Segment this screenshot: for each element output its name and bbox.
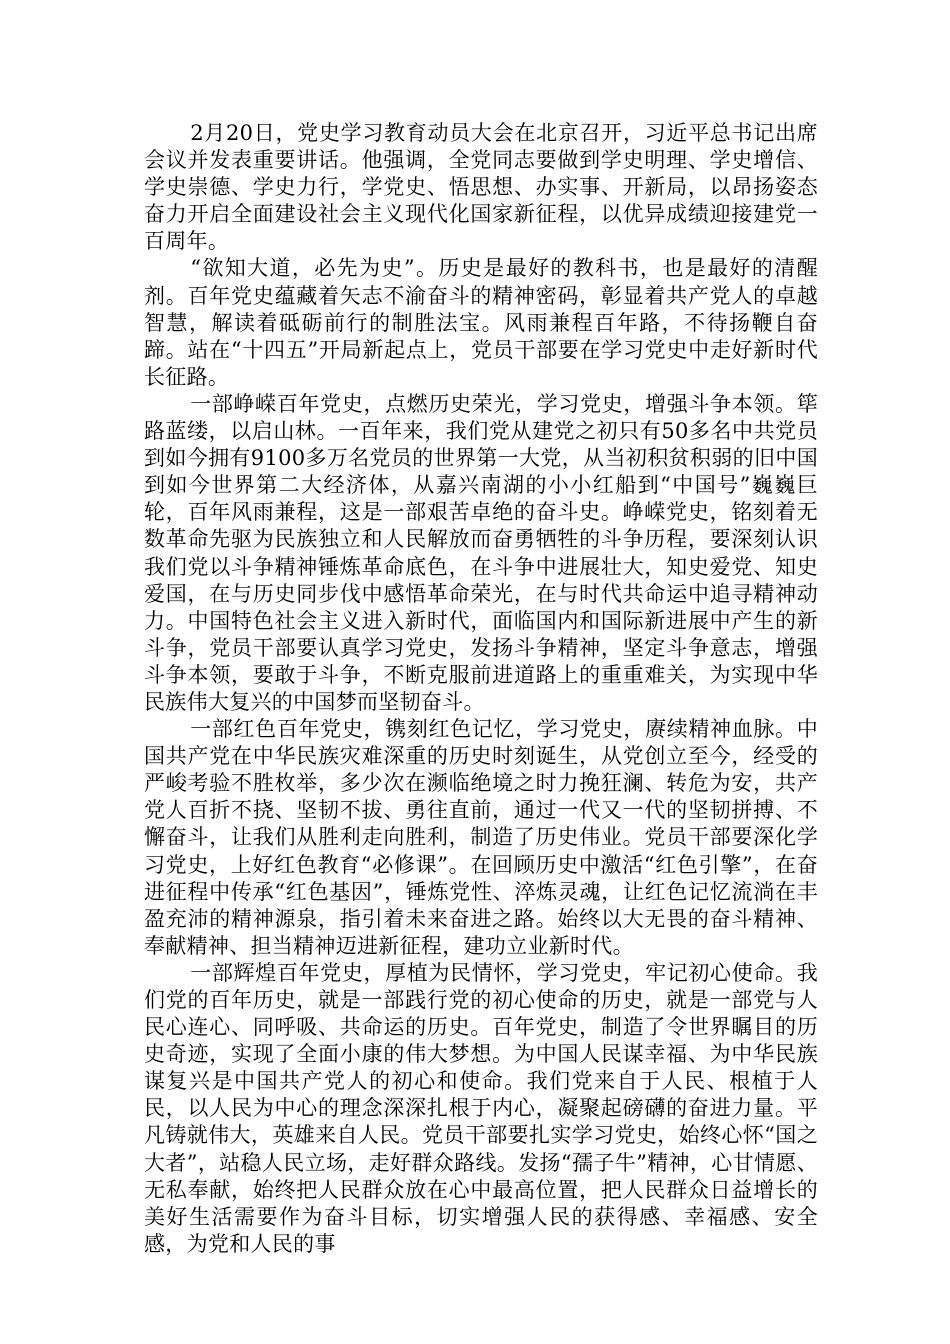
- paragraph-3: 一部峥嵘百年党史，点燃历史荣光，学习党史，增强斗争本领。筚路蓝缕，以启山林。一百年来，我们党从建党之初只有50多名中共党员到如今拥有9100多万名党员的世界第一大党，从当初积贫积弱的旧中国到如今世界第二大经济体，从嘉兴南湖的小小红船到“中国号”巍巍巨轮，百年风雨兼程，这是一部艰苦卓绝的奋斗史。峥嵘党史，铭刻着无数革命先驱为民族独立和人民解放而奋勇牺牲的斗争历程，要深刻认识我们党以斗争精神锤炼革命底色，在斗争中进展壮大，知史爱党、知史爱国，在与历史同步伐中感悟革命荣光，在与时代共命运中追寻精神动力。中国特色社会主义进入新时代，面临国内和国际新进展中产生的新斗争，党员干部要认真学习党史，发扬斗争精神，坚定斗争意志，增强斗争本领，要敢于斗争，不断克服前进道路上的重重难关，为实现中华民族伟大复兴的中国梦而坚韧奋斗。: [144, 391, 818, 714]
- paragraph-5: 一部辉煌百年党史，厚植为民情怀，学习党史，牢记初心使命。我们党的百年历史，就是一部践行党的初心使命的历史，就是一部党与人民心连心、同呼吸、共命运的历史。百年党史，制造了令世界瞩目的历史奇迹，实现了全面小康的伟大梦想。为中国人民谋幸福、为中华民族谋复兴是中国共产党人的初心和使命。我们党来自于人民、根植于人民，以人民为中心的理念深深扎根于内心，凝聚起磅礴的奋进力量。平凡铸就伟大，英雄来自人民。党员干部要扎实学习党史，始终心怀“国之大者”，站稳人民立场，走好群众路线。发扬“孺子牛”精神，心甘情愿、无私奉献，始终把人民群众放在心中最高位置，把人民群众日益增长的美好生活需要作为奋斗目标，切实增强人民的获得感、幸福感、安全感，为党和人民的事: [144, 960, 818, 1256]
- paragraph-4: 一部红色百年党史，镌刻红色记忆，学习党史，赓续精神血脉。中国共产党在中华民族灾难深重的历史时刻诞生，从党创立至今，经受的严峻考验不胜枚举，多少次在濒临绝境之时力挽狂澜、转危为安，共产党人百折不挠、坚韧不拔、勇往直前，通过一代又一代的坚韧拼搏、不懈奋斗，让我们从胜利走向胜利，制造了历史伟业。党员干部要深化学习党史，上好红色教育“必修课”。在回顾历史中激活“红色引擎”，在奋进征程中传承“红色基因”，锤炼党性、淬炼灵魂，让红色记忆流淌在丰盈充沛的精神源泉，指引着未来奋进之路。始终以大无畏的奋斗精神、奉献精神、担当精神迈进新征程，建功立业新时代。: [144, 717, 818, 958]
- paragraph-2: “欲知大道，必先为史”。历史是最好的教科书，也是最好的清醒剂。百年党史蕴藏着矢志不渝奋斗的精神密码，彰显着共产党人的卓越智慧，解读着砥砺前行的制胜法宝。风雨兼程百年路，不待扬鞭自奋蹄。站在“十四五”开局新起点上，党员干部要在学习党史中走好新时代长征路。: [144, 256, 818, 389]
- paragraph-1: 2月20日，党史学习教育动员大会在北京召开，习近平总书记出席会议并发表重要讲话。他强调，全党同志要做到学史明理、学史增信、学史崇德、学史力行，学党史、悟思想、办实事、开新局，以昂扬姿态奋力开启全面建设社会主义现代化国家新征程，以优异成绩迎接建党一百周年。: [144, 121, 818, 254]
- document-body: [144, 120, 818, 1258]
